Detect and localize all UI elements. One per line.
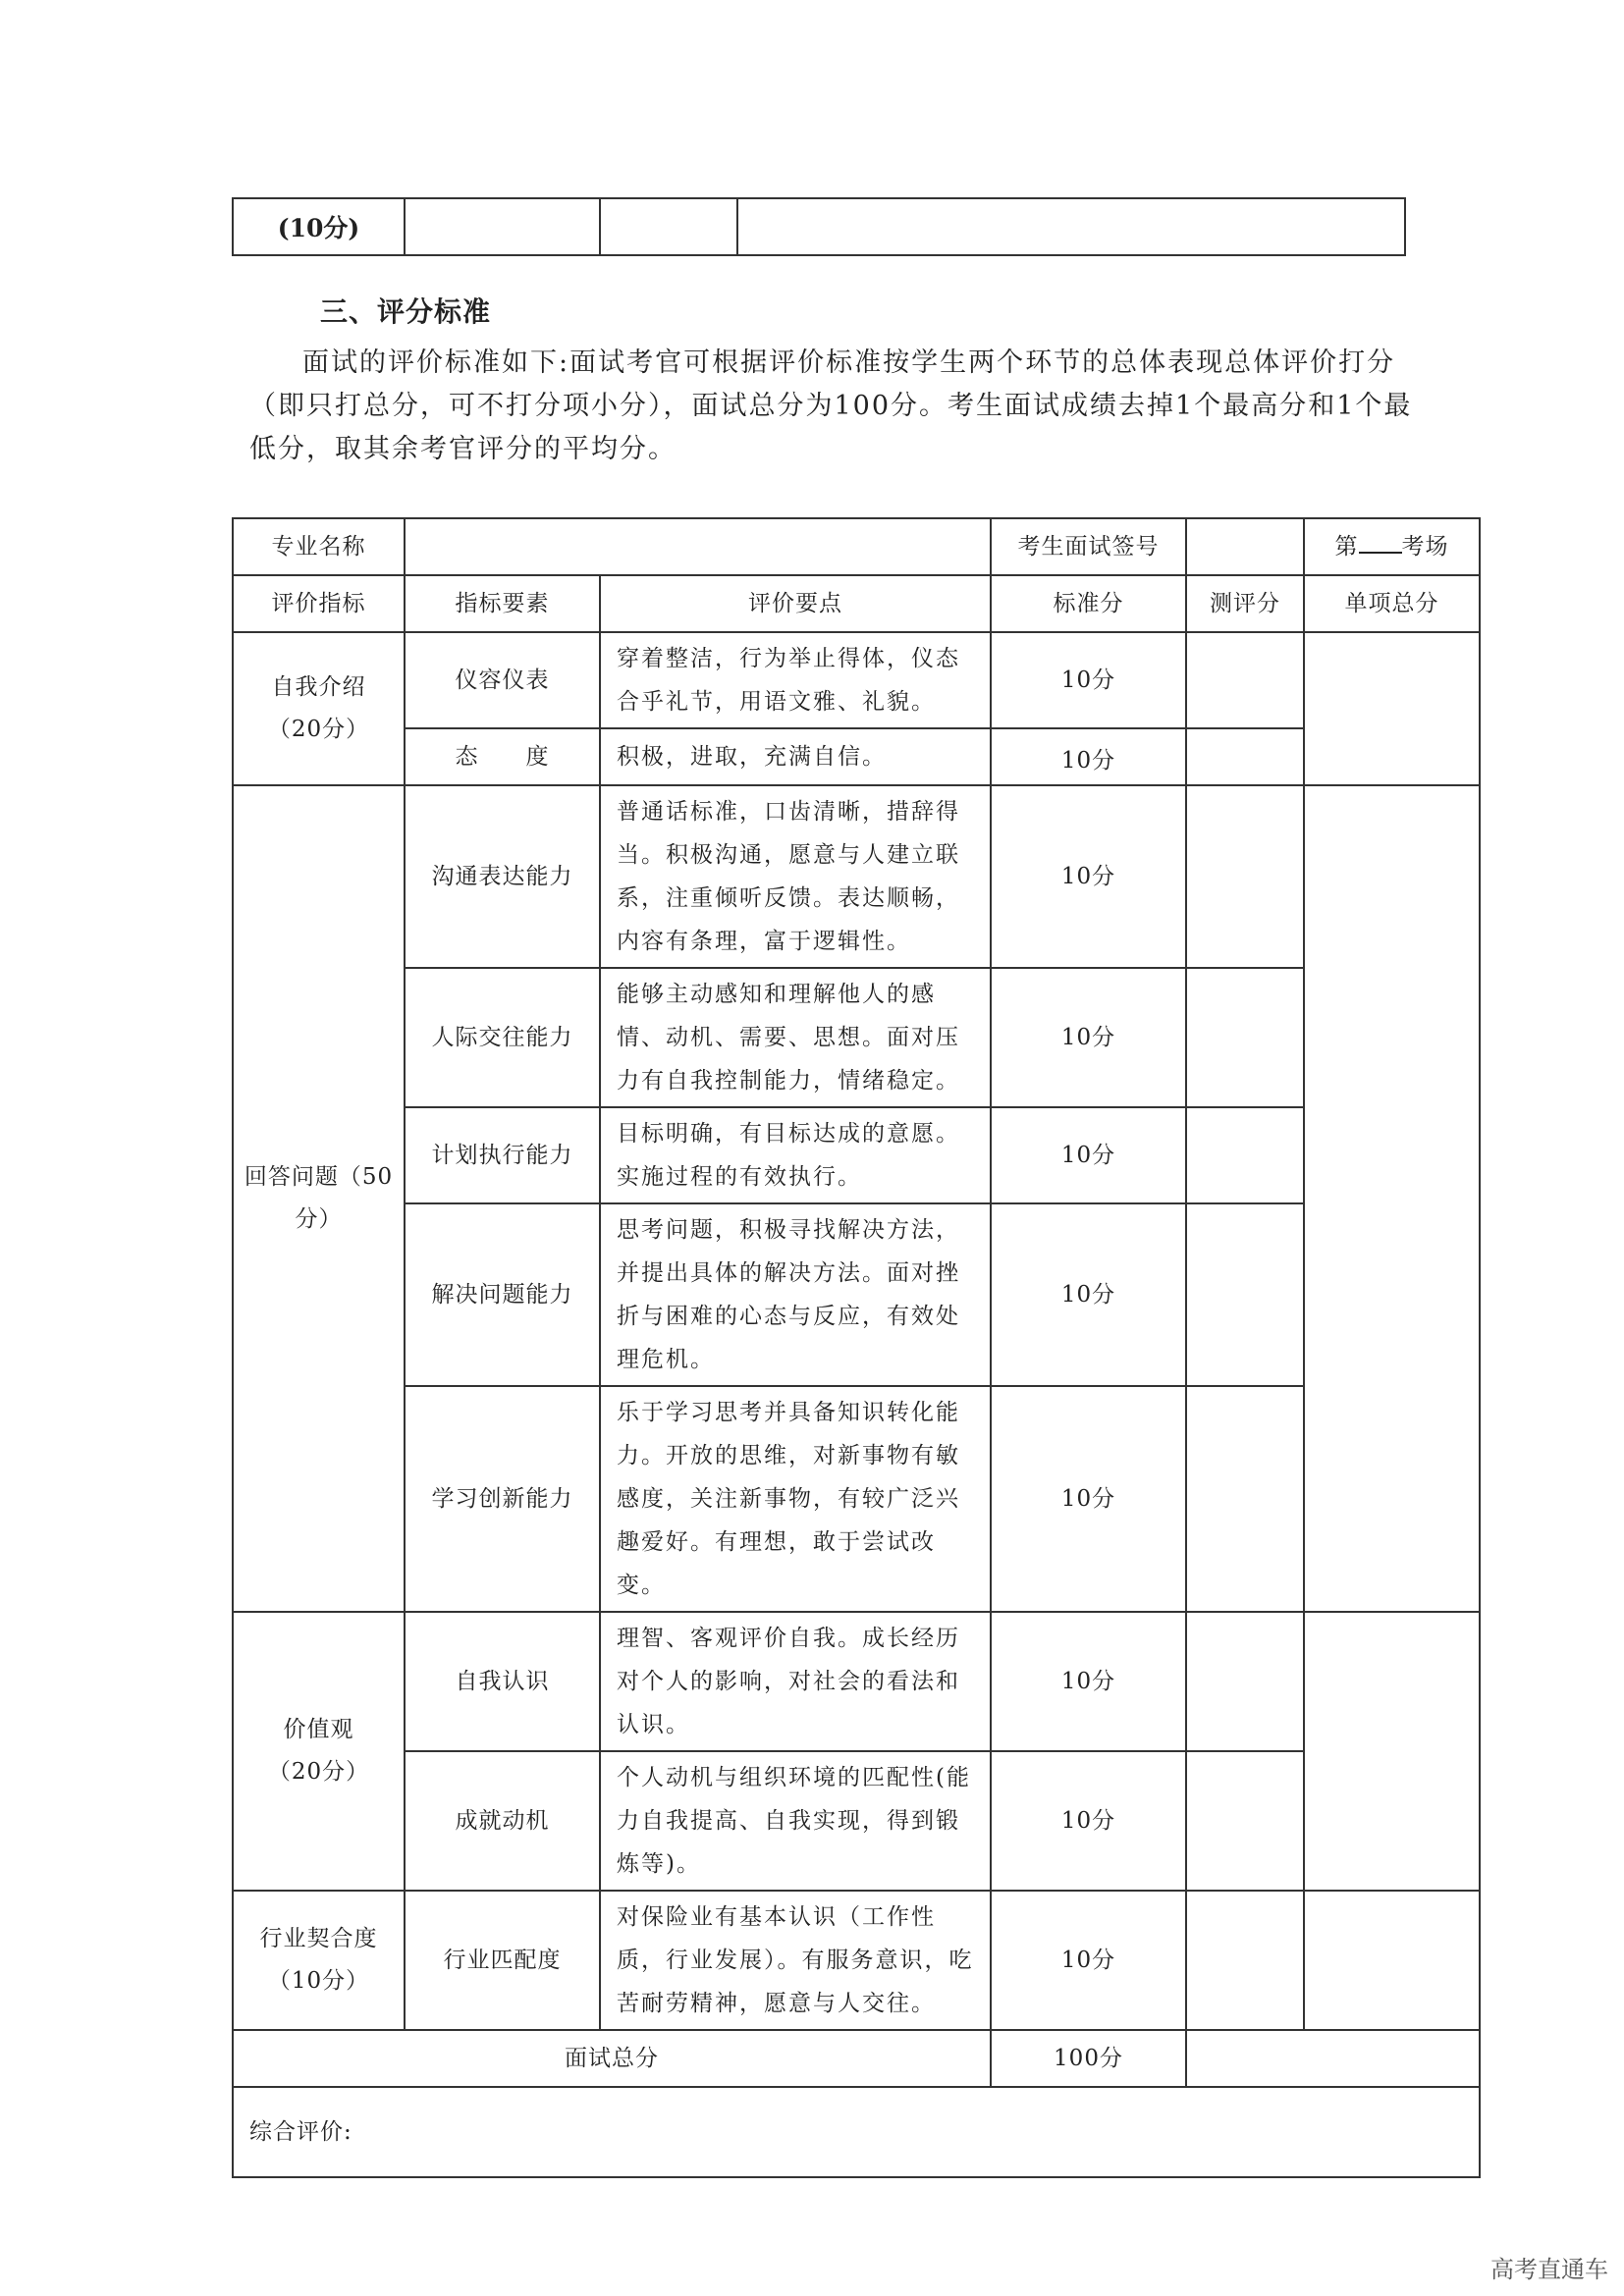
test-score-cell — [1186, 1203, 1304, 1386]
comment-label: 综合评价: — [233, 2087, 1480, 2177]
empty-cell — [405, 198, 600, 255]
table-row — [233, 968, 1480, 1107]
standard-score-cell: 10分 — [991, 1612, 1186, 1751]
element-cell: 仪容仪表 — [405, 632, 600, 728]
standard-score-cell: 10分 — [991, 1107, 1186, 1203]
test-score-cell — [1186, 728, 1304, 785]
major-name-value — [405, 518, 991, 575]
sign-number-label: 考生面试签号 — [991, 518, 1186, 575]
standard-score-cell: 10分 — [991, 1203, 1186, 1386]
previous-table-fragment — [232, 197, 1406, 256]
test-score-cell — [1186, 1612, 1304, 1751]
exam-room-suffix: 考场 — [1401, 533, 1449, 560]
table-row — [233, 632, 1480, 728]
test-score-cell — [1186, 785, 1304, 968]
total-row — [233, 2030, 1480, 2087]
standard-score-cell: 10分 — [991, 728, 1186, 785]
standard-score-cell: 10分 — [991, 785, 1186, 968]
points-cell: 能够主动感知和理解他人的感情、动机、需要、思想。面对压力有自我控制能力，情绪稳定。 — [600, 968, 991, 1107]
major-name-label: 专业名称 — [233, 518, 405, 575]
total-test-score — [1186, 2030, 1480, 2087]
points-cell: 积极，进取，充满自信。 — [600, 728, 991, 785]
indicator-cell: 自我介绍 （20分） — [233, 632, 405, 785]
test-score-cell — [1186, 632, 1304, 728]
test-score-cell — [1186, 1107, 1304, 1203]
standard-score-cell: 10分 — [991, 1751, 1186, 1891]
table-row — [233, 1203, 1480, 1386]
element-cell: 学习创新能力 — [405, 1386, 600, 1612]
item-total-cell — [1304, 1891, 1480, 2030]
points-cell: 理智、客观评价自我。成长经历对个人的影响，对社会的看法和认识。 — [600, 1612, 991, 1751]
points-cell: 穿着整洁，行为举止得体，仪态合乎礼节，用语文雅、礼貌。 — [600, 632, 991, 728]
element-cell: 沟通表达能力 — [405, 785, 600, 968]
element-cell: 自我认识 — [405, 1612, 600, 1751]
test-score-cell — [1186, 1751, 1304, 1891]
indicator-cell: 价值观 （20分） — [233, 1612, 405, 1891]
indicator-cell: 行业契合度 （10分） — [233, 1891, 405, 2030]
points-cell: 思考问题，积极寻找解决方法，并提出具体的解决方法。面对挫折与困难的心态与反应，有效处理危机。 — [600, 1203, 991, 1386]
watermark: 高考直通车 — [1490, 2256, 1608, 2283]
element-cell: 态 度 — [405, 728, 600, 785]
test-score-cell — [1186, 968, 1304, 1107]
scoring-criteria-table — [232, 517, 1481, 2178]
header-indicator: 评价指标 — [233, 575, 405, 632]
section-heading: 三、评分标准 — [320, 295, 492, 328]
element-cell: 计划执行能力 — [405, 1107, 600, 1203]
table-row — [233, 785, 1480, 968]
item-total-cell — [1304, 785, 1480, 1612]
table-row — [233, 1751, 1480, 1891]
exam-room-prefix: 第 — [1334, 533, 1359, 560]
header-standard-score: 标准分 — [991, 575, 1186, 632]
test-score-cell — [1186, 1891, 1304, 2030]
header-test-score: 测评分 — [1186, 575, 1304, 632]
header-points: 评价要点 — [600, 575, 991, 632]
exam-room-cell — [1304, 518, 1480, 575]
total-score: 100分 — [991, 2030, 1186, 2087]
element-cell: 行业匹配度 — [405, 1891, 600, 2030]
exam-room-blank — [1359, 528, 1402, 554]
table-row — [233, 1107, 1480, 1203]
table-row — [233, 1386, 1480, 1612]
comment-row — [233, 2087, 1480, 2177]
score-label-cell: (10分) — [233, 198, 405, 255]
points-cell: 乐于学习思考并具备知识转化能力。开放的思维，对新事物有敏感度，关注新事物，有较广泛兴趣爱好。有理想，敢于尝试改变。 — [600, 1386, 991, 1612]
standard-score-cell: 10分 — [991, 1386, 1186, 1612]
table-row — [233, 728, 1480, 785]
standard-score-cell: 10分 — [991, 968, 1186, 1107]
element-cell: 人际交往能力 — [405, 968, 600, 1107]
points-cell: 对保险业有基本认识（工作性质，行业发展）。有服务意识，吃苦耐劳精神，愿意与人交往。 — [600, 1891, 991, 2030]
empty-cell — [600, 198, 737, 255]
points-cell: 目标明确，有目标达成的意愿。实施过程的有效执行。 — [600, 1107, 991, 1203]
sign-number-value — [1186, 518, 1304, 575]
indicator-cell: 回答问题（50 分） — [233, 785, 405, 1612]
test-score-cell — [1186, 1386, 1304, 1612]
total-label: 面试总分 — [233, 2030, 991, 2087]
intro-paragraph: 面试的评价标准如下:面试考官可根据评价标准按学生两个环节的总体表现总体评价打分（即只打总分，可不打分项小分），面试总分为100分。考生面试成绩去掉1个最高分和1个最低分，取其余考官评分的平均分。 — [249, 347, 1413, 464]
table-row — [233, 1891, 1480, 2030]
header-item-total: 单项总分 — [1304, 575, 1480, 632]
header-element: 指标要素 — [405, 575, 600, 632]
element-cell: 成就动机 — [405, 1751, 600, 1891]
points-cell: 普通话标准，口齿清晰，措辞得当。积极沟通，愿意与人建立联系，注重倾听反馈。表达顺畅，内容有条理，富于逻辑性。 — [600, 785, 991, 968]
points-cell: 个人动机与组织环境的匹配性(能力自我提高、自我实现，得到锻炼等)。 — [600, 1751, 991, 1891]
item-total-cell — [1304, 1612, 1480, 1891]
item-total-cell — [1304, 632, 1480, 785]
standard-score-cell: 10分 — [991, 632, 1186, 728]
element-cell: 解决问题能力 — [405, 1203, 600, 1386]
empty-cell — [737, 198, 1405, 255]
standard-score-cell: 10分 — [991, 1891, 1186, 2030]
table-row — [233, 1612, 1480, 1751]
